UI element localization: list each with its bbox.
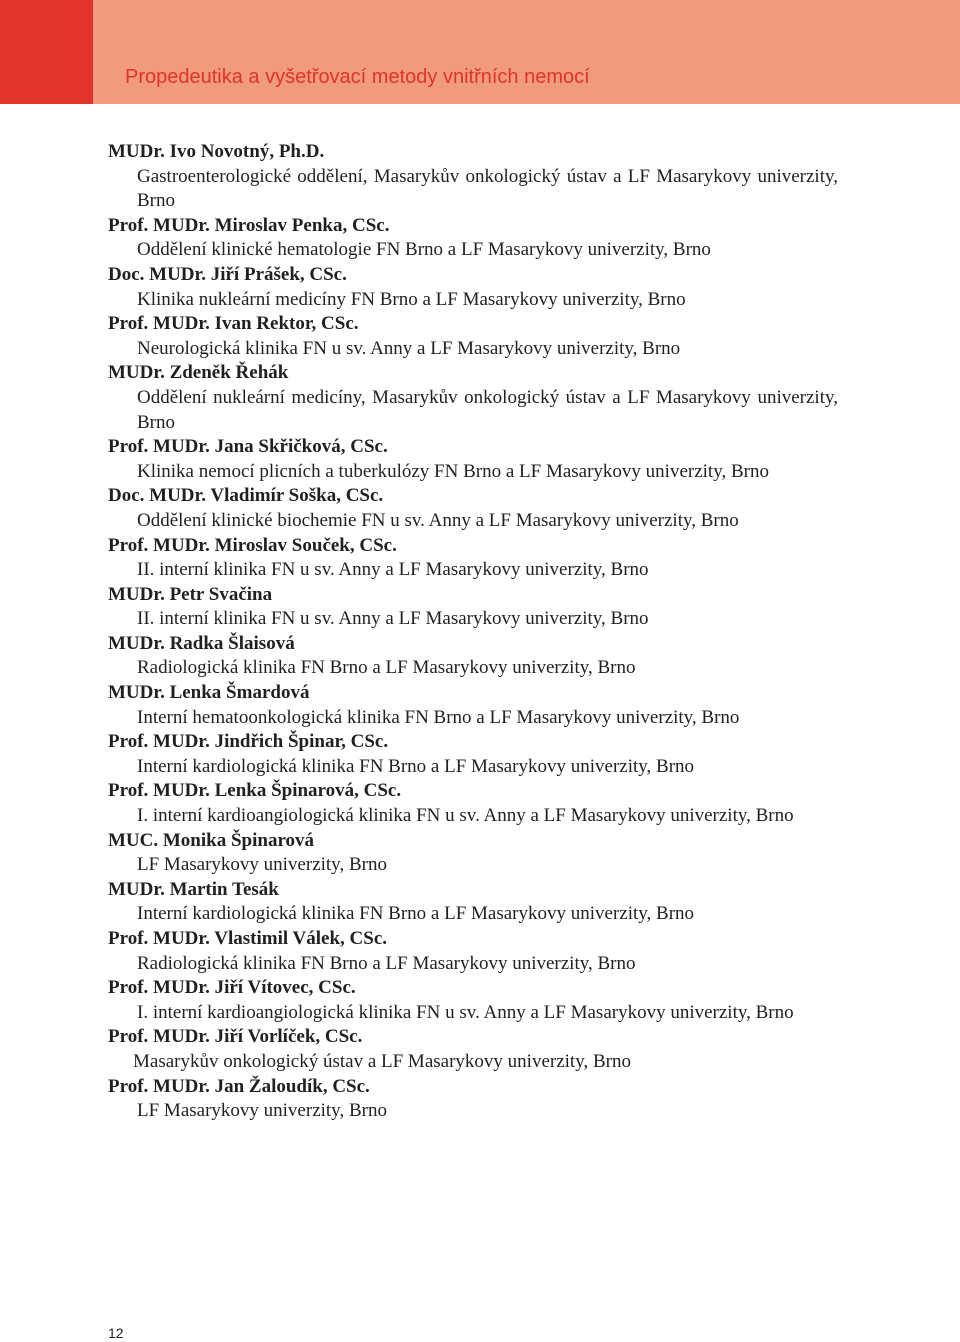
- contributor-entry: [108, 263, 838, 312]
- contributor-entry: [108, 140, 838, 214]
- contributor-entry: [108, 534, 838, 583]
- contributor-affiliation: LF Masarykovy univerzity, Brno: [137, 1100, 387, 1122]
- contributor-entry: [108, 583, 838, 632]
- contributor-name: Prof. MUDr. Jiří Vorlíček, CSc.: [108, 1026, 363, 1048]
- contributor-affiliation: Interní hematoonkologická klinika FN Brno a LF Masarykovy univerzity, Brno: [137, 706, 740, 728]
- contributor-affiliation: Radiologická klinika FN Brno a LF Masarykovy univerzity, Brno: [137, 657, 636, 679]
- contributor-entry: [108, 361, 838, 435]
- contributor-name: MUDr. Lenka Šmardová: [108, 682, 310, 704]
- contributor-affiliation: Klinika nukleární medicíny FN Brno a LF Masarykovy univerzity, Brno: [137, 288, 686, 310]
- contributor-entry: [108, 632, 838, 681]
- contributor-entry: [108, 214, 838, 263]
- contributor-entry: [108, 829, 838, 878]
- contributor-entry: [108, 730, 838, 779]
- contributor-name: Prof. MUDr. Lenka Špinarová, CSc.: [108, 780, 402, 802]
- contributor-name: MUDr. Petr Svačina: [108, 583, 273, 605]
- contributor-name: MUC. Monika Špinarová: [108, 829, 315, 851]
- contributor-affiliation: Oddělení klinické biochemie FN u sv. Anny a LF Masarykovy univerzity, Brno: [137, 509, 739, 531]
- contributor-affiliation: Oddělení klinické hematologie FN Brno a LF Masarykovy univerzity, Brno: [137, 239, 711, 261]
- contributor-name: Prof. MUDr. Jana Skřičková, CSc.: [108, 436, 388, 458]
- contributor-affiliation: I. interní kardioangiologická klinika FN u sv. Anny a LF Masarykovy univerzity, Brno: [137, 1001, 794, 1023]
- contributor-entry: [108, 779, 838, 828]
- contributor-name: Prof. MUDr. Jan Žaloudík, CSc.: [108, 1075, 370, 1097]
- contributor-name: Prof. MUDr. Jiří Vítovec, CSc.: [108, 977, 356, 999]
- contributor-entry: [108, 681, 838, 730]
- contributor-name: Prof. MUDr. Jindřich Špinar, CSc.: [108, 731, 389, 753]
- contributor-affiliation: Masarykův onkologický ústav a LF Masarykovy univerzity, Brno: [133, 1050, 631, 1072]
- contributor-affiliation: I. interní kardioangiologická klinika FN u sv. Anny a LF Masarykovy univerzity, Brno: [137, 805, 794, 827]
- contributor-affiliation: Interní kardiologická klinika FN Brno a LF Masarykovy univerzity, Brno: [137, 755, 695, 777]
- contributor-affiliation: Klinika nemocí plicních a tuberkulózy FN Brno a LF Masarykovy univerzity, Brno: [137, 460, 769, 482]
- contributor-name: MUDr. Martin Tesák: [108, 878, 279, 900]
- contributor-affiliation: Gastroenterologické oddělení, Masarykův onkologický ústav a LF Masarykovy univerzity, Brno: [137, 165, 838, 212]
- contributor-name: Prof. MUDr. Miroslav Souček, CSc.: [108, 534, 397, 556]
- page-number: 12: [108, 1325, 124, 1341]
- contributor-name: MUDr. Radka Šlaisová: [108, 632, 295, 654]
- contributor-name: MUDr. Zdeněk Řehák: [108, 362, 289, 384]
- contributor-entry: [108, 312, 838, 361]
- contributor-name: Prof. MUDr. Ivan Rektor, CSc.: [108, 313, 359, 335]
- header-red-block: [0, 0, 93, 104]
- contributor-entry: [108, 1075, 838, 1124]
- contributor-affiliation: II. interní klinika FN u sv. Anny a LF Masarykovy univerzity, Brno: [137, 608, 649, 630]
- contributor-affiliation: Interní kardiologická klinika FN Brno a LF Masarykovy univerzity, Brno: [137, 903, 695, 925]
- contributor-name: Doc. MUDr. Jiří Prášek, CSc.: [108, 263, 347, 285]
- contributor-name: Prof. MUDr. Vlastimil Válek, CSc.: [108, 928, 388, 949]
- running-header-title: Propedeutika a vyšetřovací metody vnitřních nemocí: [125, 66, 590, 88]
- contributor-affiliation: II. interní klinika FN u sv. Anny a LF Masarykovy univerzity, Brno: [137, 559, 649, 581]
- contributor-affiliation: Neurologická klinika FN u sv. Anny a LF Masarykovy univerzity, Brno: [137, 337, 681, 359]
- contributor-affiliation: Radiologická klinika FN Brno a LF Masarykovy univerzity, Brno: [137, 952, 636, 974]
- contributor-entry: [108, 1025, 838, 1074]
- contributor-name: Doc. MUDr. Vladimír Soška, CSc.: [108, 485, 384, 507]
- contributor-affiliation: LF Masarykovy univerzity, Brno: [137, 854, 387, 876]
- contributor-entry: [108, 927, 838, 976]
- contributor-affiliation: Oddělení nukleární medicíny, Masarykův onkologický ústav a LF Masarykovy univerzity, Brno: [137, 386, 838, 433]
- contributor-entry: [108, 878, 838, 927]
- contributor-name: MUDr. Ivo Novotný, Ph.D.: [108, 141, 325, 162]
- contributor-list: [108, 140, 838, 1124]
- contributor-entry: [108, 435, 838, 484]
- contributor-entry: [108, 976, 838, 1025]
- contributor-name: Prof. MUDr. Miroslav Penka, CSc.: [108, 214, 390, 236]
- contributor-entry: [108, 484, 838, 533]
